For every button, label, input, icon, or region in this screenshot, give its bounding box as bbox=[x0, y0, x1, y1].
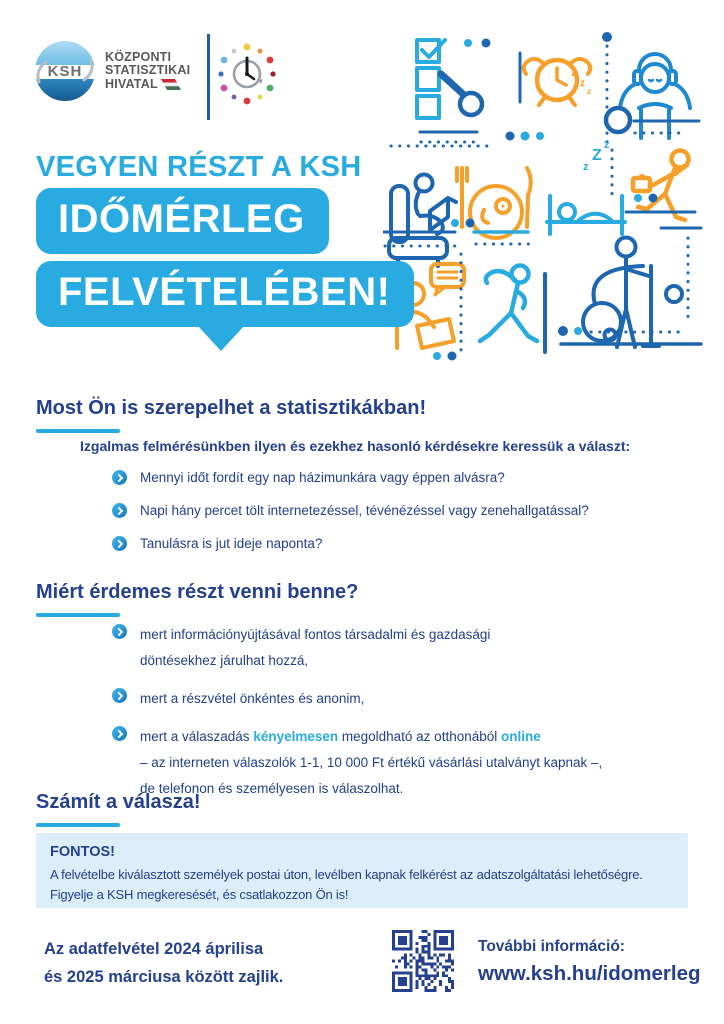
schedule-text: Az adatfelvétel 2024 áprilisa és 2025 márciusa között zajlik. bbox=[44, 940, 284, 986]
svg-text:z: z bbox=[583, 161, 589, 173]
ksh-globe-icon bbox=[34, 40, 96, 102]
bullet-text: Napi hány percet tölt internetezéssel, tévénézéssel vagy zenehallgatással? bbox=[140, 503, 589, 518]
running-person-icon bbox=[633, 151, 689, 221]
svg-text:z: z bbox=[604, 139, 610, 151]
list-item bbox=[112, 622, 602, 674]
more-info-label: További információ: bbox=[478, 938, 625, 955]
svg-text:KSH: KSH bbox=[47, 63, 83, 80]
hungarian-flag-icon bbox=[161, 79, 181, 90]
section3-heading: Számít a válasza! bbox=[36, 791, 201, 813]
important-title: FONTOS! bbox=[50, 844, 115, 860]
svg-text:z: z bbox=[587, 87, 591, 96]
sleep-z-text: Z bbox=[592, 147, 602, 164]
bullet-text: Tanulásra is jut ideje naponta? bbox=[140, 536, 323, 551]
logo-line3: HIVATAL bbox=[105, 76, 158, 91]
list-item bbox=[112, 468, 589, 488]
chevron-bullet-icon bbox=[112, 470, 127, 485]
bullet-text: mert a részvétel önkéntes és anonim, bbox=[140, 691, 365, 706]
activities-illustration bbox=[383, 26, 705, 366]
chevron-bullet-icon bbox=[112, 688, 127, 703]
section1-intro: Izgalmas felmérésünkben ilyen és ezekhez hasonló kérdésekre keressük a választ: bbox=[80, 438, 631, 454]
chevron-bullet-icon bbox=[112, 726, 127, 741]
important-box bbox=[36, 833, 688, 908]
reading-person-icon bbox=[389, 175, 456, 267]
ksh-logo-text bbox=[105, 51, 190, 92]
logo-line2: STATISZTIKAI bbox=[105, 63, 191, 78]
title-badge-felvetel: FELVÉTELÉBEN! bbox=[36, 261, 414, 327]
list-item bbox=[112, 534, 589, 554]
checklist-icon bbox=[417, 40, 482, 118]
sleep-z-text: z bbox=[571, 64, 578, 79]
website-url: www.ksh.hu/idomerleg bbox=[478, 962, 701, 985]
important-line2: Figyelje a KSH megkeresését, és csatlakozzon Ön is! bbox=[50, 887, 349, 902]
bullet-text: mert információnyújtásával fontos társadalmi és gazdasági döntésekhez járulhat hozzá, bbox=[140, 627, 491, 668]
bullet-text: Mennyi időt fordít egy nap házimunkára vagy éppen alvásra? bbox=[140, 470, 505, 485]
section2-heading: Miért érdemes részt venni benne? bbox=[36, 581, 359, 603]
bullet-rich-line: mert a válaszadás kényelmesen megoldható az otthonából online bbox=[140, 729, 541, 744]
header-divider bbox=[207, 34, 210, 120]
chevron-bullet-icon bbox=[112, 503, 127, 518]
section1-underline bbox=[36, 429, 120, 433]
sleeping-person-icon bbox=[547, 196, 625, 234]
section2-bullets bbox=[112, 622, 602, 814]
section3-underline bbox=[36, 823, 120, 827]
accent-kenyelmesen: kényelmesen bbox=[253, 729, 339, 744]
clock-logo-icon bbox=[214, 38, 280, 108]
chevron-bullet-icon bbox=[112, 536, 127, 551]
ksh-logo bbox=[34, 40, 190, 102]
accent-online: online bbox=[501, 729, 541, 744]
bullet-text: mert a válaszadás kényelmesen megoldható az otthonából online – az interneten válaszolók 1-1, 10 000 Ft értékű vásárlási utalványt kapnak –, de telefonon és személyesen is válaszolhat. bbox=[140, 724, 602, 802]
logo-line1: KÖZPONTI bbox=[105, 49, 172, 64]
title-kicker: VEGYEN RÉSZT A KSH bbox=[36, 151, 362, 183]
section2-underline bbox=[36, 613, 120, 617]
svg-text:z: z bbox=[580, 78, 585, 89]
section1-bullets bbox=[112, 468, 589, 567]
section1-heading: Most Ön is szerepelhet a statisztikákban! bbox=[36, 397, 427, 419]
meal-icon bbox=[457, 168, 531, 238]
list-item bbox=[112, 686, 602, 712]
exercising-person-icon bbox=[480, 266, 537, 342]
title-badge-idomerleg: IDŐMÉRLEG bbox=[36, 188, 329, 254]
chevron-bullet-icon bbox=[112, 624, 127, 639]
qr-code bbox=[392, 930, 454, 992]
speech-bubble-tail bbox=[198, 326, 244, 351]
important-line1: A felvételbe kiválasztott személyek postai úton, levélben kapnak felkérést az adatszolgáltatási lehetőségre. bbox=[50, 867, 643, 882]
vacuuming-person-icon bbox=[583, 238, 659, 348]
list-item bbox=[112, 501, 589, 521]
